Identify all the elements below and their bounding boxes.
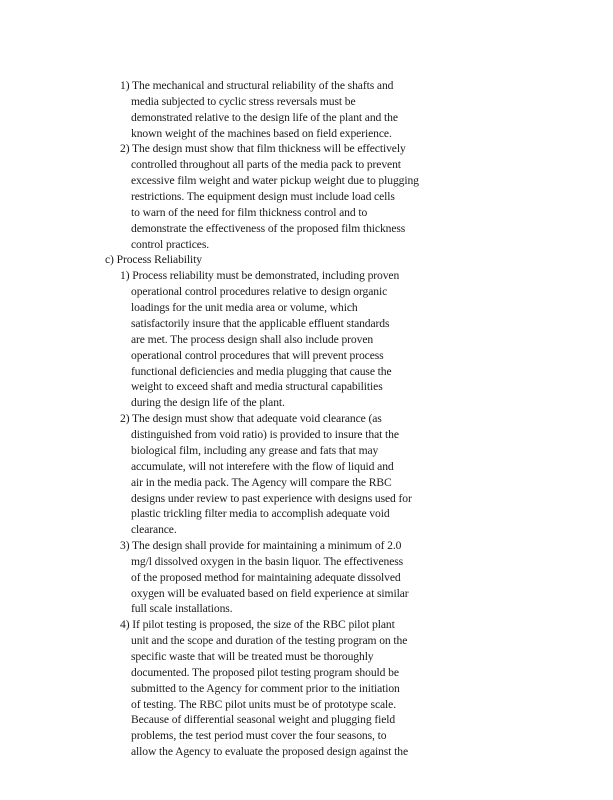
text-line: mg/l dissolved oxygen in the basin liquor. The effectiveness (131, 555, 404, 568)
text-line: known weight of the machines based on field experience. (131, 127, 392, 140)
text-line: designs under review to past experience with designs used for (131, 492, 412, 505)
text-line: operational control procedures relative to design organic (131, 285, 388, 298)
text-line: plastic trickling filter media to accomplish adequate void (131, 507, 390, 520)
text-line: to warn of the need for film thickness control and to (131, 206, 368, 219)
text-line: restrictions. The equipment design must include load cells (131, 190, 395, 203)
text-line: loadings for the unit media area or volume, which (131, 301, 358, 314)
text-line: of testing. The RBC pilot units must be of prototype scale. (131, 698, 397, 711)
text-line: biological film, including any grease and fats that may (131, 444, 379, 457)
text-line: documented. The proposed pilot testing program should be (131, 666, 399, 679)
text-line: media subjected to cyclic stress reversals must be (131, 95, 356, 108)
text-line: problems, the test period must cover the four seasons, to (131, 729, 387, 742)
text-line: 2) The design must show that adequate void clearance (as (120, 412, 382, 425)
text-line: demonstrated relative to the design life of the plant and the (131, 111, 398, 124)
text-line: controlled throughout all parts of the media pack to prevent (131, 158, 401, 171)
text-line: full scale installations. (131, 602, 233, 615)
text-line: functional deficiencies and media plugging that cause the (131, 365, 392, 378)
text-line: unit and the scope and duration of the testing program on the (131, 634, 408, 647)
text-line: of the proposed method for maintaining adequate dissolved (131, 571, 401, 584)
text-line: operational control procedures that will prevent process (131, 349, 384, 362)
text-line: are met. The process design shall also include proven (131, 333, 374, 346)
text-line: oxygen will be evaluated based on field experience at similar (131, 587, 409, 600)
text-line: control practices. (131, 238, 210, 251)
text-line: 4) If pilot testing is proposed, the size of the RBC pilot plant (120, 618, 395, 631)
text-line: during the design life of the plant. (131, 396, 285, 409)
text-line: 3) The design shall provide for maintaining a minimum of 2.0 (120, 539, 402, 552)
text-line: demonstrate the effectiveness of the proposed film thickness (131, 222, 406, 235)
text-line: specific waste that will be treated must be thoroughly (131, 650, 374, 663)
text-line: 1) Process reliability must be demonstrated, including proven (120, 269, 400, 282)
text-line: accumulate, will not interefere with the flow of liquid and (131, 460, 394, 473)
text-line: excessive film weight and water pickup weight due to plugging (131, 174, 419, 187)
text-line: air in the media pack. The Agency will compare the RBC (131, 476, 392, 489)
text-line: Because of differential seasonal weight and plugging field (131, 713, 396, 726)
text-line: submitted to the Agency for comment prior to the initiation (131, 682, 400, 695)
section-heading: c) Process Reliability (105, 253, 202, 266)
text-line: satisfactorily insure that the applicable effluent standards (131, 317, 390, 330)
text-line: clearance. (131, 523, 177, 536)
text-line: allow the Agency to evaluate the proposed design against the (131, 745, 408, 758)
text-line: 2) The design must show that film thickness will be effectively (120, 142, 406, 155)
text-line: weight to exceed shaft and media structural capabilities (131, 380, 383, 393)
text-line: distinguished from void ratio) is provided to insure that the (131, 428, 399, 441)
text-line: 1) The mechanical and structural reliability of the shafts and (120, 79, 394, 92)
